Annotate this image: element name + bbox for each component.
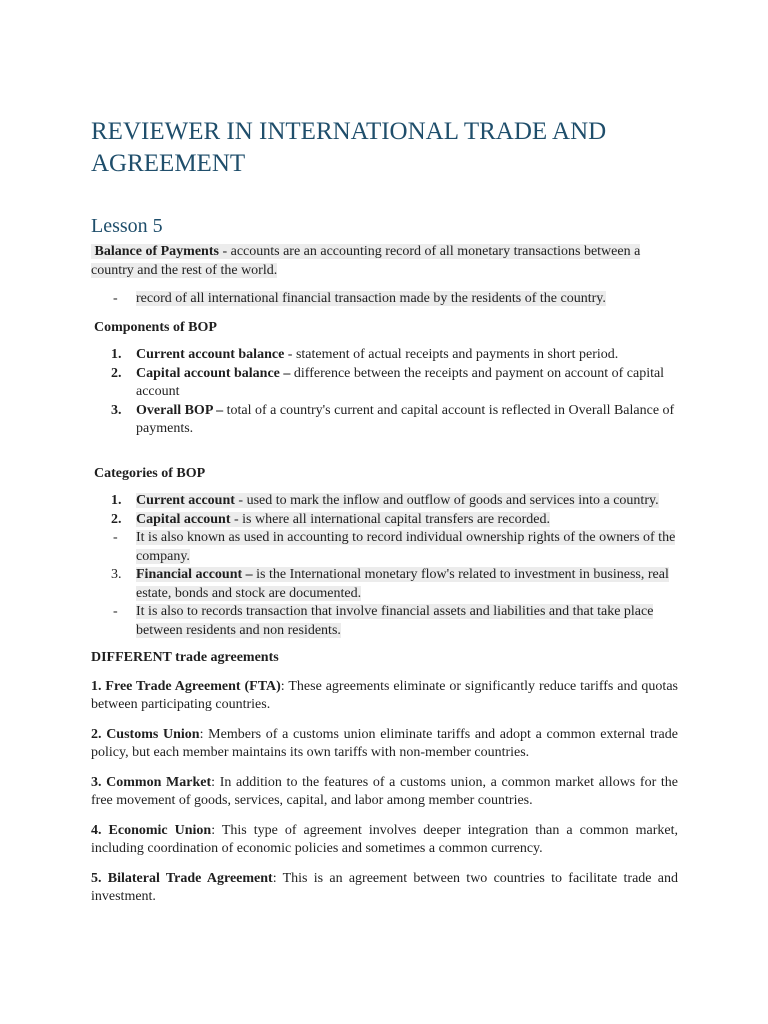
lesson-heading: Lesson 5 xyxy=(91,215,163,237)
categories-list xyxy=(91,492,678,640)
agreement-item: 4. Economic Union: This type of agreement involves deeper integration than a common market, including coordination of economic policies and sometimes a common currency. xyxy=(91,822,678,856)
list-item: 2. Capital account - is where all international capital transfers are recorded. xyxy=(111,511,551,527)
bop-term: Balance of Payments xyxy=(94,244,219,259)
list-item: 1. Current account - used to mark the inflow and outflow of goods and services into a country. xyxy=(111,493,659,508)
agreement-item: 3. Common Market: In addition to the features of a customs union, a common market allows for the free movement of goods, services, capital, and labor among member countries. xyxy=(91,774,678,808)
agreements-heading: DIFFERENT trade agreements xyxy=(91,650,279,665)
agreement-item: 1. Free Trade Agreement (FTA): These agreements eliminate or significantly reduce tariffs and quotas between participating countries. xyxy=(91,678,678,712)
categories-heading: Categories of BOP xyxy=(94,465,206,481)
agreement-item: 2. Customs Union: Members of a customs union eliminate tariffs and adopt a common external trade policy, but each member maintains its own tariffs with non-member countries. xyxy=(91,726,678,760)
list-item: - It is also to records transaction that involve financial assets and liabilities and that take place between residents and non residents. xyxy=(113,604,654,638)
list-item: 2. Capital account balance – difference between the receipts and payment on account of capital account xyxy=(111,365,665,399)
document-title: REVIEWER IN INTERNATIONAL TRADE AND AGREEMENT xyxy=(91,118,607,177)
agreement-item: 5. Bilateral Trade Agreement: This is an agreement between two countries to facilitate trade and investment. xyxy=(91,870,678,904)
list-item: - It is also known as used in accounting to record individual ownership rights of the owners of the company. xyxy=(113,530,676,564)
bop-definition xyxy=(91,243,678,280)
list-item: 1. Current account balance - statement of actual receipts and payments in short period. xyxy=(111,347,619,362)
list-item: 3. Overall BOP – total of a country's current and capital account is reflected in Overall Balance of payments. xyxy=(111,402,675,436)
list-item: 3. Financial account – is the International monetary flow's related to investment in business, real estate, bonds and stock are documented. xyxy=(111,567,669,601)
bop-bullet: - record of all international financial transaction made by the residents of the country. xyxy=(113,291,606,306)
bop-definition-text: - accounts are an accounting record of all monetary transactions between a country and the rest of the world. xyxy=(91,244,641,278)
document-body xyxy=(91,243,678,918)
bop-bullet-text: record of all international financial transaction made by the residents of the country. xyxy=(136,291,606,306)
components-heading: Components of BOP xyxy=(94,319,217,335)
components-list xyxy=(91,346,678,439)
